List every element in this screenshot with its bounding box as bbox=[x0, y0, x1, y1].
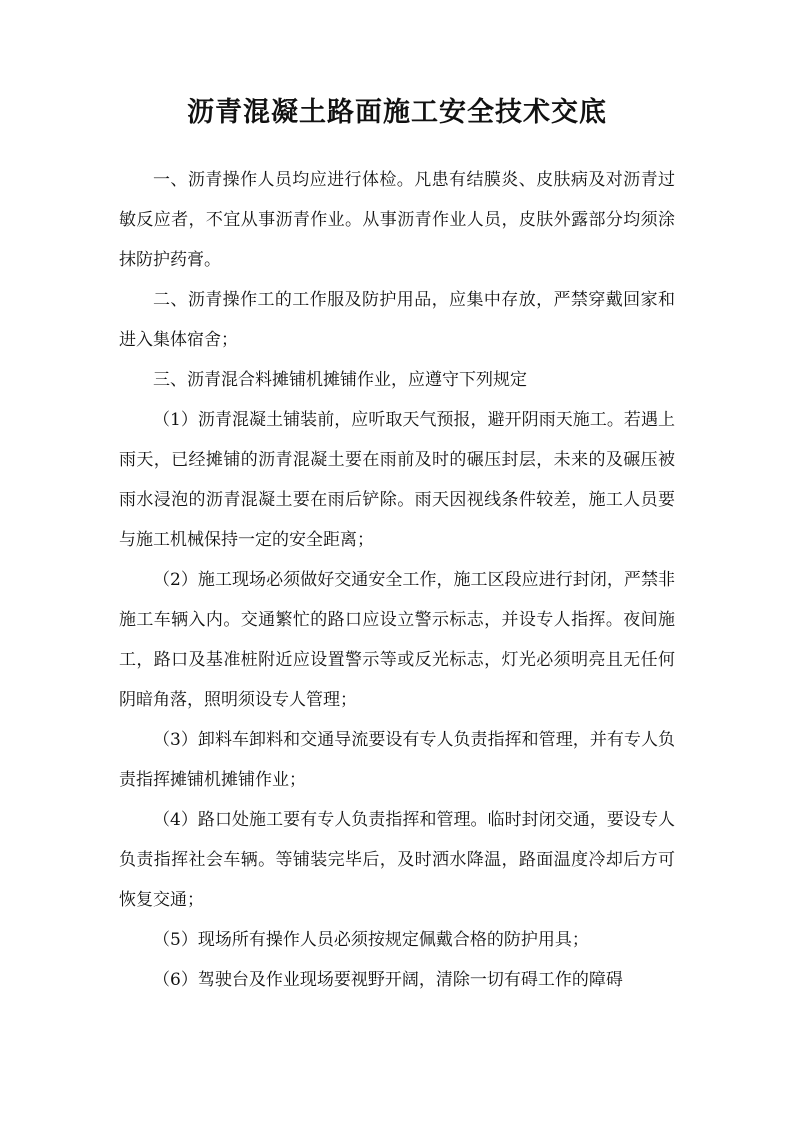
rule-item-4-intersection: （4）路口处施工要有专人负责指挥和管理。临时封闭交通，要设专人负责指挥社会车辆。等铺装完毕后，及时洒水降温，路面温度冷却后方可恢复交通； bbox=[119, 810, 675, 910]
paragraph-3-paver-rules-heading: 三、沥青混合料摊铺机摊铺作业，应遵守下列规定 bbox=[153, 370, 527, 390]
rule-item-2-traffic-safety: （2）施工现场必须做好交通安全工作，施工区段应进行封闭，严禁非施工车辆入内。交通繁忙的路口应设立警示标志，并设专人指挥。夜间施工，路口及基准桩附近应设置警示等或反光标志，灯光必须明亮且无任何阴暗角落，照明须设专人管理； bbox=[119, 570, 675, 710]
rule-item-5-protective-gear: （5）现场所有操作人员必须按规定佩戴合格的防护用具； bbox=[153, 930, 589, 950]
document-title: 沥青混凝土路面施工安全技术交底 bbox=[187, 97, 607, 128]
paragraph-1-medical-check: 一、沥青操作人员均应进行体检。凡患有结膜炎、皮肤病及对沥青过敏反应者，不宜从事沥青作业。从事沥青作业人员，皮肤外露部分均须涂抹防护药膏。 bbox=[119, 170, 675, 270]
rule-item-6-visibility: （6）驾驶台及作业现场要视野开阔，清除一切有碍工作的障碍 bbox=[153, 970, 623, 990]
document-body bbox=[119, 160, 675, 1000]
paragraph-2-workwear-storage: 二、沥青操作工的工作服及防护用品，应集中存放，严禁穿戴回家和进入集体宿舍； bbox=[119, 290, 675, 350]
rule-item-3-unloading-guidance: （3）卸料车卸料和交通导流要设有专人负责指挥和管理，并有专人负责指挥摊铺机摊铺作业； bbox=[119, 730, 675, 790]
rule-item-1-weather: （1）沥青混凝土铺装前，应听取天气预报，避开阴雨天施工。若遇上雨天，已经摊铺的沥青混凝土要在雨前及时的碾压封层，未来的及碾压被雨水浸泡的沥青混凝土要在雨后铲除。雨天因视线条件较差，施工人员要与施工机械保持一定的安全距离； bbox=[119, 410, 675, 550]
